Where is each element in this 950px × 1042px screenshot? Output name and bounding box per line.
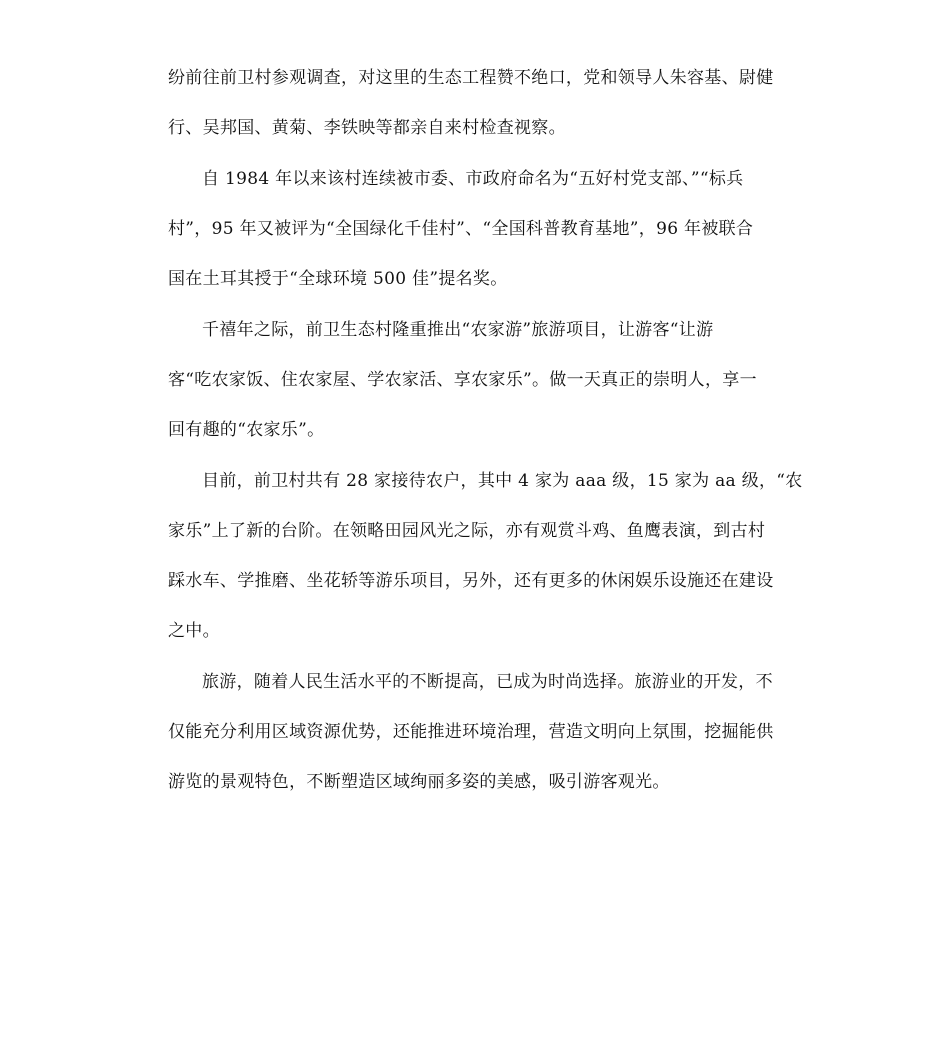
text-line: 千禧年之际，前卫生态村隆重推出“农家游”旅游项目，让游客“让游 [202, 320, 714, 340]
text-line: 游览的景观特色，不断塑造区域绚丽多姿的美感，吸引游客观光。 [168, 772, 670, 792]
text-line: 客“吃农家饭、住农家屋、学农家活、享农家乐”。做一天真正的崇明人，享一 [168, 370, 757, 390]
text-line: 旅游，随着人民生活水平的不断提高，已成为时尚选择。旅游业的开发，不 [202, 672, 773, 692]
text-line: 纷前往前卫村参观调查，对这里的生态工程赞不绝口，党和领导人朱容基、尉健 [168, 68, 774, 88]
text-line: 目前，前卫村共有 28 家接待农户，其中 4 家为 aaa 级，15 家为 aa 级，“农 [202, 471, 803, 491]
text-line: 仅能充分利用区域资源优势，还能推进环境治理，营造文明向上氛围，挖掘能供 [168, 722, 774, 742]
text-line: 自 1984 年以来该村连续被市委、市政府命名为“五好村党支部、”“标兵 [202, 169, 744, 189]
text-line: 村”，95 年又被评为“全国绿化千佳村”、“全国科普教育基地”，96 年被联合 [168, 219, 754, 239]
text-line: 行、吴邦国、黄菊、李铁映等都亲自来村检查视察。 [168, 118, 566, 138]
text-line: 国在土耳其授于“全球环境 500 佳”提名奖。 [168, 269, 508, 289]
text-line: 回有趣的“农家乐”。 [168, 420, 325, 440]
text-line: 家乐”上了新的台阶。在领略田园风光之际，亦有观赏斗鸡、鱼鹰表演，到古村 [168, 521, 766, 541]
text-line: 踩水车、学推磨、坐花轿等游乐项目，另外，还有更多的休闲娱乐设施还在建设 [168, 571, 774, 591]
text-line: 之中。 [168, 621, 220, 641]
